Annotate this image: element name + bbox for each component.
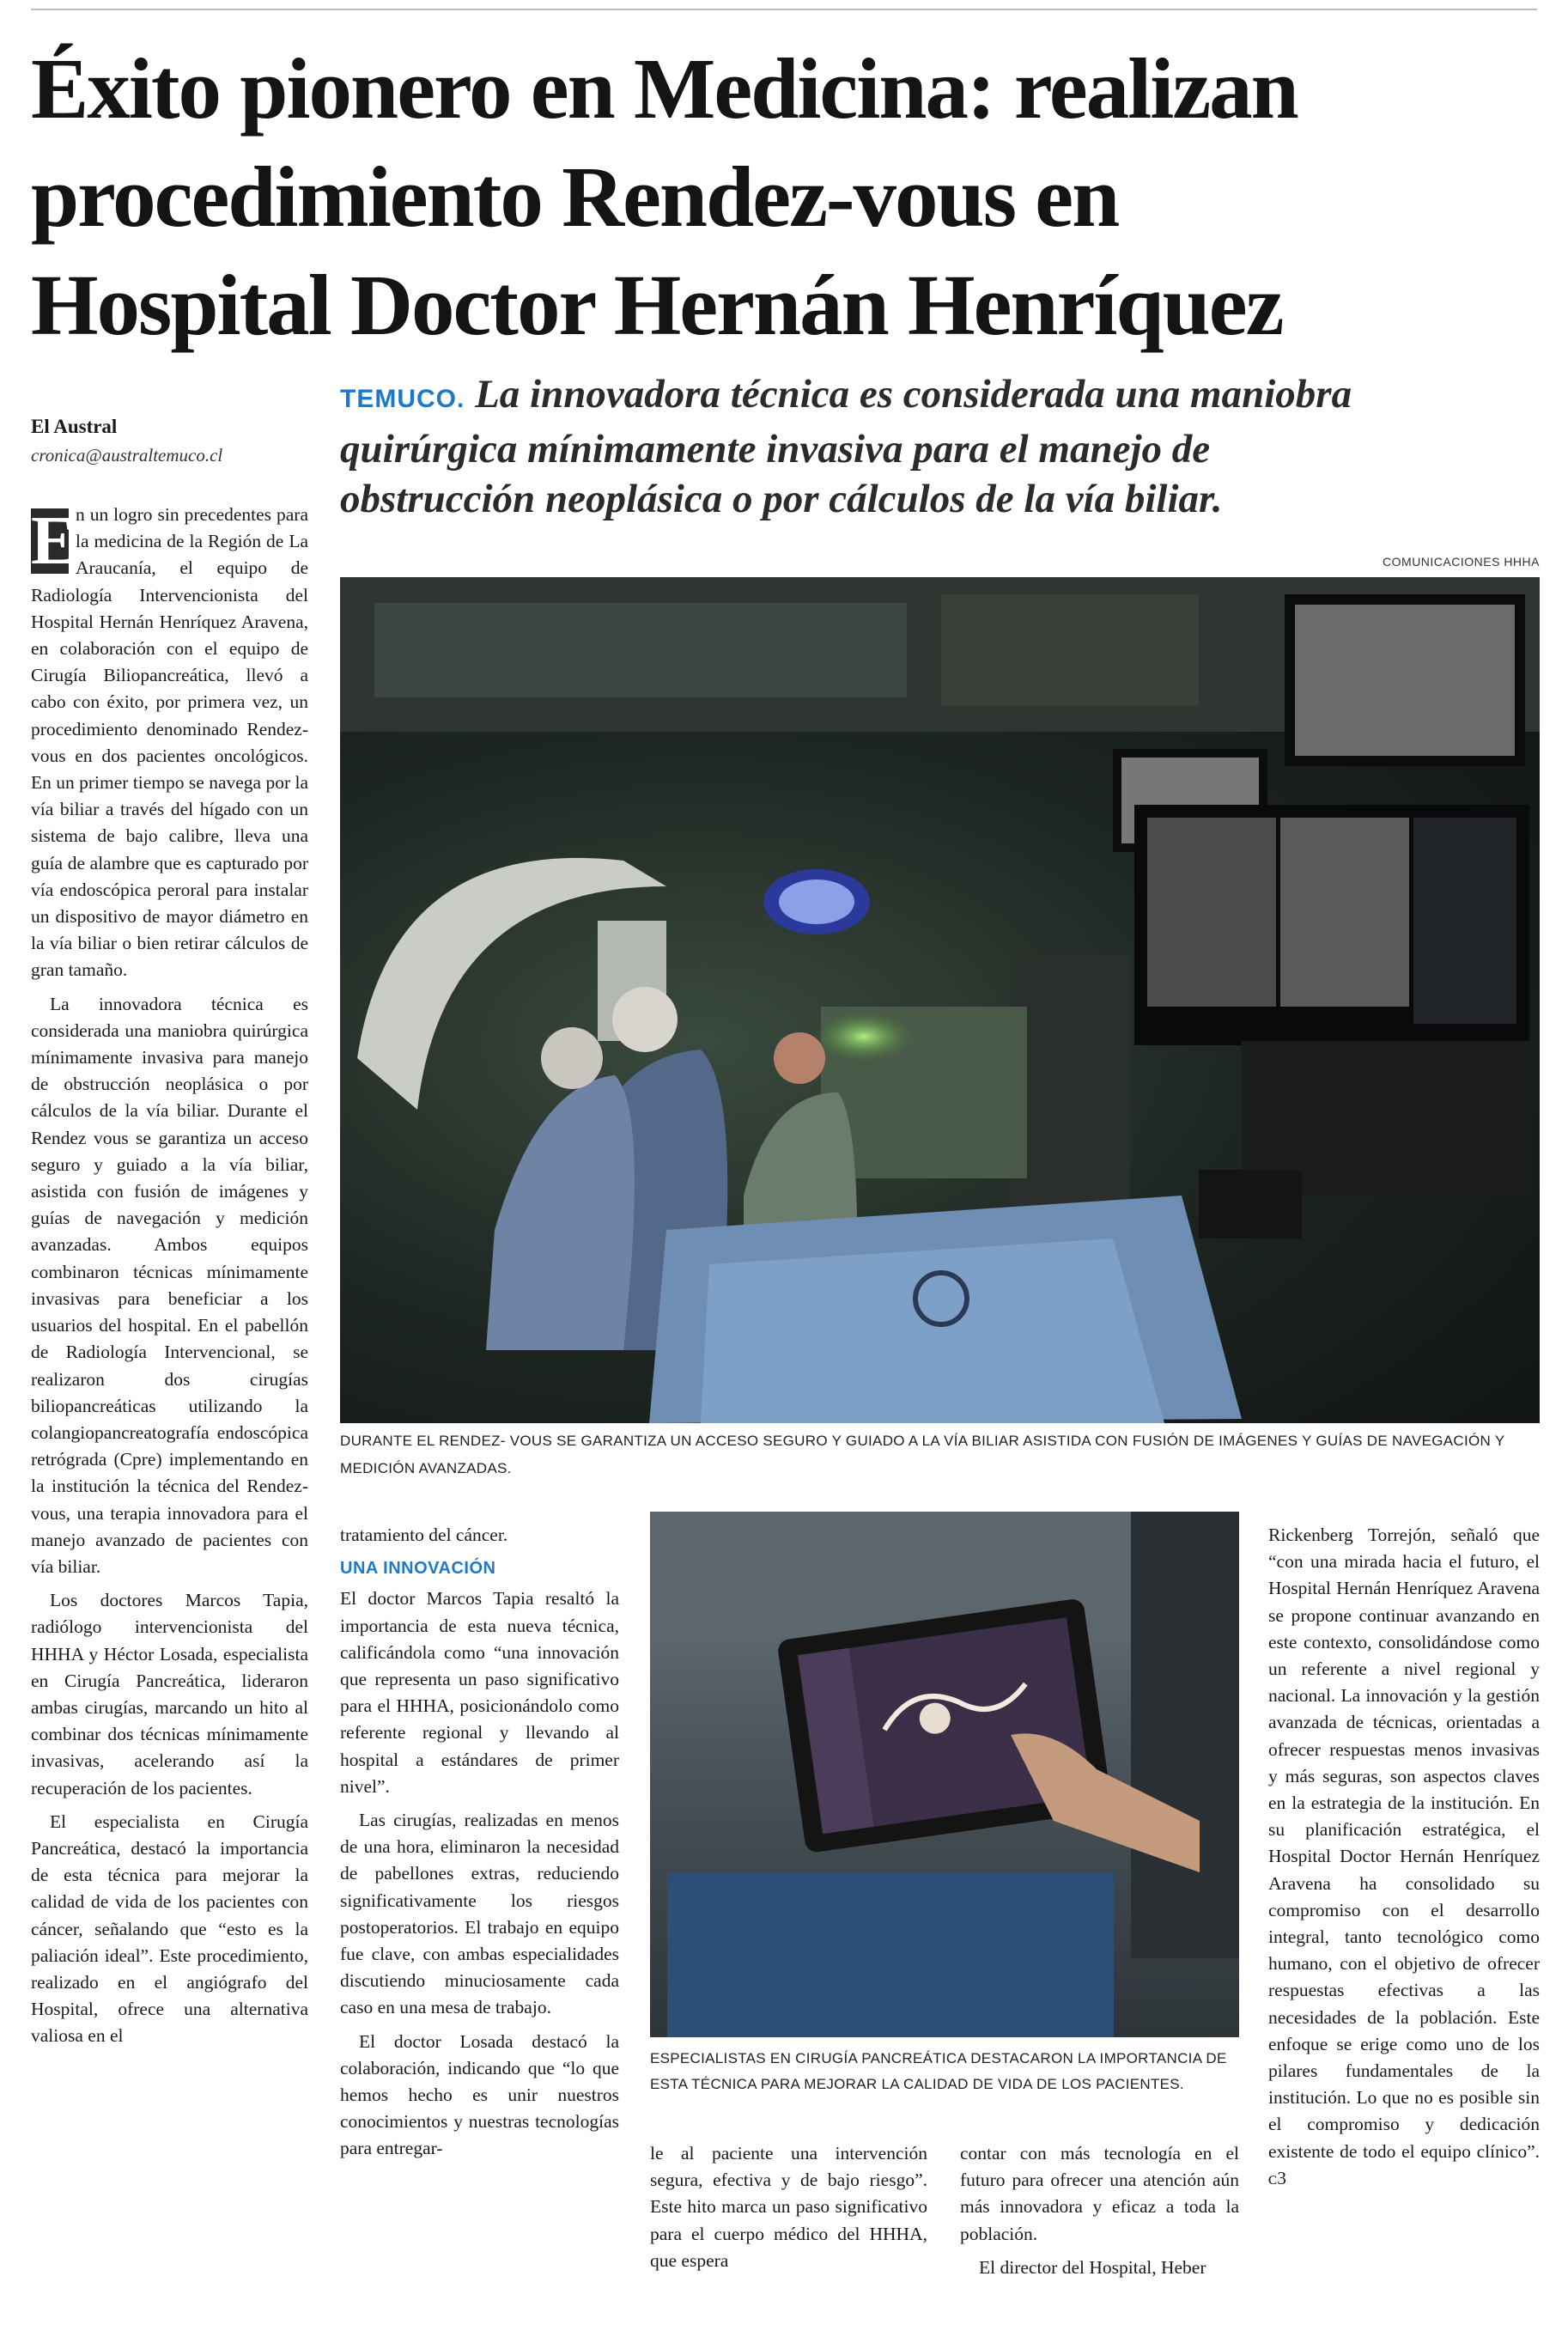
photo-credit: COMUNICACIONES HHHA: [1383, 555, 1540, 569]
paragraph: Las cirugías, realizadas en menos de una hora, eliminaron la necesidad de pabellones extras, reduciendo significativamente los riesgos postoperatorios. El trabajo en equipo fue clave, con ambas especialidades discutiendo minuciosamente cada caso en una mesa de trabajo.: [340, 1810, 619, 2018]
operating-room-illustration: [340, 577, 1540, 1423]
dropcap: E: [31, 503, 77, 579]
body-column-5: [1268, 1522, 1540, 2199]
paragraph: El director del Hospital, Heber: [979, 2256, 1206, 2278]
headline-line-1: Éxito pionero en Medicina: realizan: [31, 40, 1298, 137]
paragraph: E n un logro sin precedentes para la medicina de la Región de La Araucanía, el equipo de Radiología Intervencionista del Hospital Hernán Henríquez Aravena, en colaboración con el equipo de Cirugía Biliopancreática, llevó a cabo con éxito, por primera vez, un procedimiento denominado Rendez-vous en dos pacientes oncológicos. En un primer tiempo se navega por la vía biliar a través del hígado con un sistema de bajo calibre, lleva una guía de alambre que es capturado por vía endoscópica peroral para instalar un dispositivo de mayor diámetro en la vía biliar o bien retirar cálculos de gran tamaño.: [31, 503, 308, 981]
paragraph: El especialista en Cirugía Pancreática, destacó la importancia de esta técnica para mejorar la calidad de vida de los pacientes con cáncer, señalando que “esto es la paliación ideal”. Este procedimiento, realizado en el angiógrafo del Hospital, ofrece una alternativa valiosa en el: [31, 1811, 308, 2047]
body-column-4: [960, 2140, 1239, 2288]
paragraph: le al paciente una intervención segura, efectiva y de bajo riesgo”. Este hito marca un paso significativo para el cuerpo médico del HHHA, que espera: [650, 2143, 927, 2271]
paragraph: tratamiento del cáncer.: [340, 1525, 508, 1545]
top-rule: [31, 9, 1537, 10]
body-column-2: [340, 1522, 619, 2170]
photo-tablet-navigation: [650, 1512, 1239, 2037]
headline-line-2: procedimiento Rendez-vous en: [31, 149, 1119, 245]
lead-line-3: obstrucción neoplásica o por cálculos de la vía biliar.: [340, 477, 1223, 521]
lead-line-2: quirúrgica mínimamente invasiva para el manejo de: [340, 427, 1211, 472]
lead-line-1: La innovadora técnica es considerada una maniobra: [475, 372, 1352, 417]
lead-place: TEMUCO.: [340, 385, 465, 413]
paragraph: El doctor Marcos Tapia resaltó la importancia de esta nueva técnica, calificándola como “una innovación que representa un paso significativo para el HHHA, posicionándolo como referente regional y llevando al hospital a estándares de primer nivel”.: [340, 1588, 619, 1797]
paragraph: La innovadora técnica es considerada una maniobra quirúrgica mínimamente invasiva para manejo de obstrucción neoplásica o por cálculos de la vía biliar. Durante el Rendez vous se garantiza un acceso seguro y guiado a la vía biliar, asistida con fusión de imágenes y guías de navegación y medición avanzadas. Ambos equipos combinaron técnicas mínimamente invasivas para beneficiar a los usuarios del hospital. En el pabellón de Radiología Intervencional, se realizaron dos cirugías biliopancreáticas utilizando la colangiopancreatografía endoscópica retrógrada (Cpre) implementando en la institución la técnica del Rendez-vous, una terapia innovadora para el manejo avanzado de pacientes con vía biliar.: [31, 993, 308, 1577]
photo2-caption: ESPECIALISTAS EN CIRUGÍA PANCREÁTICA DESTACARON LA IMPORTANCIA DE ESTA TÉCNICA PARA MEJORAR LA CALIDAD DE VIDA DE LOS PACIENTES.: [650, 2050, 1227, 2092]
headline-line-3: Hospital Doctor Hernán Henríquez: [31, 257, 1283, 353]
byline-email: cronica@australtemuco.cl: [31, 445, 223, 466]
lead-deck: [340, 369, 1542, 524]
headline: [31, 34, 1551, 359]
paragraph: El doctor Losada destacó la colaboración, indicando que “lo que hemos hecho es unir nuestros conocimientos y nuestras tecnologías para entregar-: [340, 2030, 619, 2159]
photo-operating-room: [340, 577, 1540, 1423]
subhead: UNA INNOVACIÓN: [340, 1559, 496, 1579]
body-column-1: [31, 502, 308, 2057]
tablet-illustration: [650, 1512, 1239, 2037]
paragraph: Los doctores Marcos Tapia, radiólogo intervencionista del HHHA y Héctor Losada, especialista en Cirugía Pancreática, lideraron ambas cirugías, marcando un hito al combinar dos técnicas mínimamente invasivas, acelerando así la recuperación de los pacientes.: [31, 1590, 308, 1798]
body-column-3: [650, 2140, 927, 2281]
paragraph: contar con más tecnología en el futuro para ofrecer una atención aún más innovadora y eficaz a toda la población.: [960, 2143, 1239, 2244]
photo1-caption: DURANTE EL RENDEZ- VOUS SE GARANTIZA UN ACCESO SEGURO Y GUIADO A LA VÍA BILIAR ASISTIDA CON FUSIÓN DE IMÁGENES Y GUÍAS DE NAVEGACIÓN Y MEDICIÓN AVANZADAS.: [340, 1433, 1505, 1476]
paragraph: Rickenberg Torrejón, señaló que “con una mirada hacia el futuro, el Hospital Hernán Henríquez Aravena se propone continuar avanzando en este contexto, consolidándose como un referente a nivel regional y nacional. La innovación y la gestión avanzada de técnicas, orientadas a ofrecer respuestas menos invasivas y más seguras, son aspectos claves en la estrategia de la institución. En su planificación estratégica, el Hospital Doctor Hernán Henríquez Aravena ha consolidado su compromiso con el desarrollo integral, tanto tecnológico como humano, con el objetivo de ofrecer respuestas efectivas a las necesidades de la población. Este enfoque se erige como uno de los pilares fundamentales de la institución. Lo que no es posible sin el compromiso y dedicación existente de todo el equipo clínico”. ᴄ3: [1268, 1525, 1540, 2188]
end-mark: ᴄ3: [1268, 2167, 1287, 2188]
byline-author: El Austral: [31, 416, 118, 437]
